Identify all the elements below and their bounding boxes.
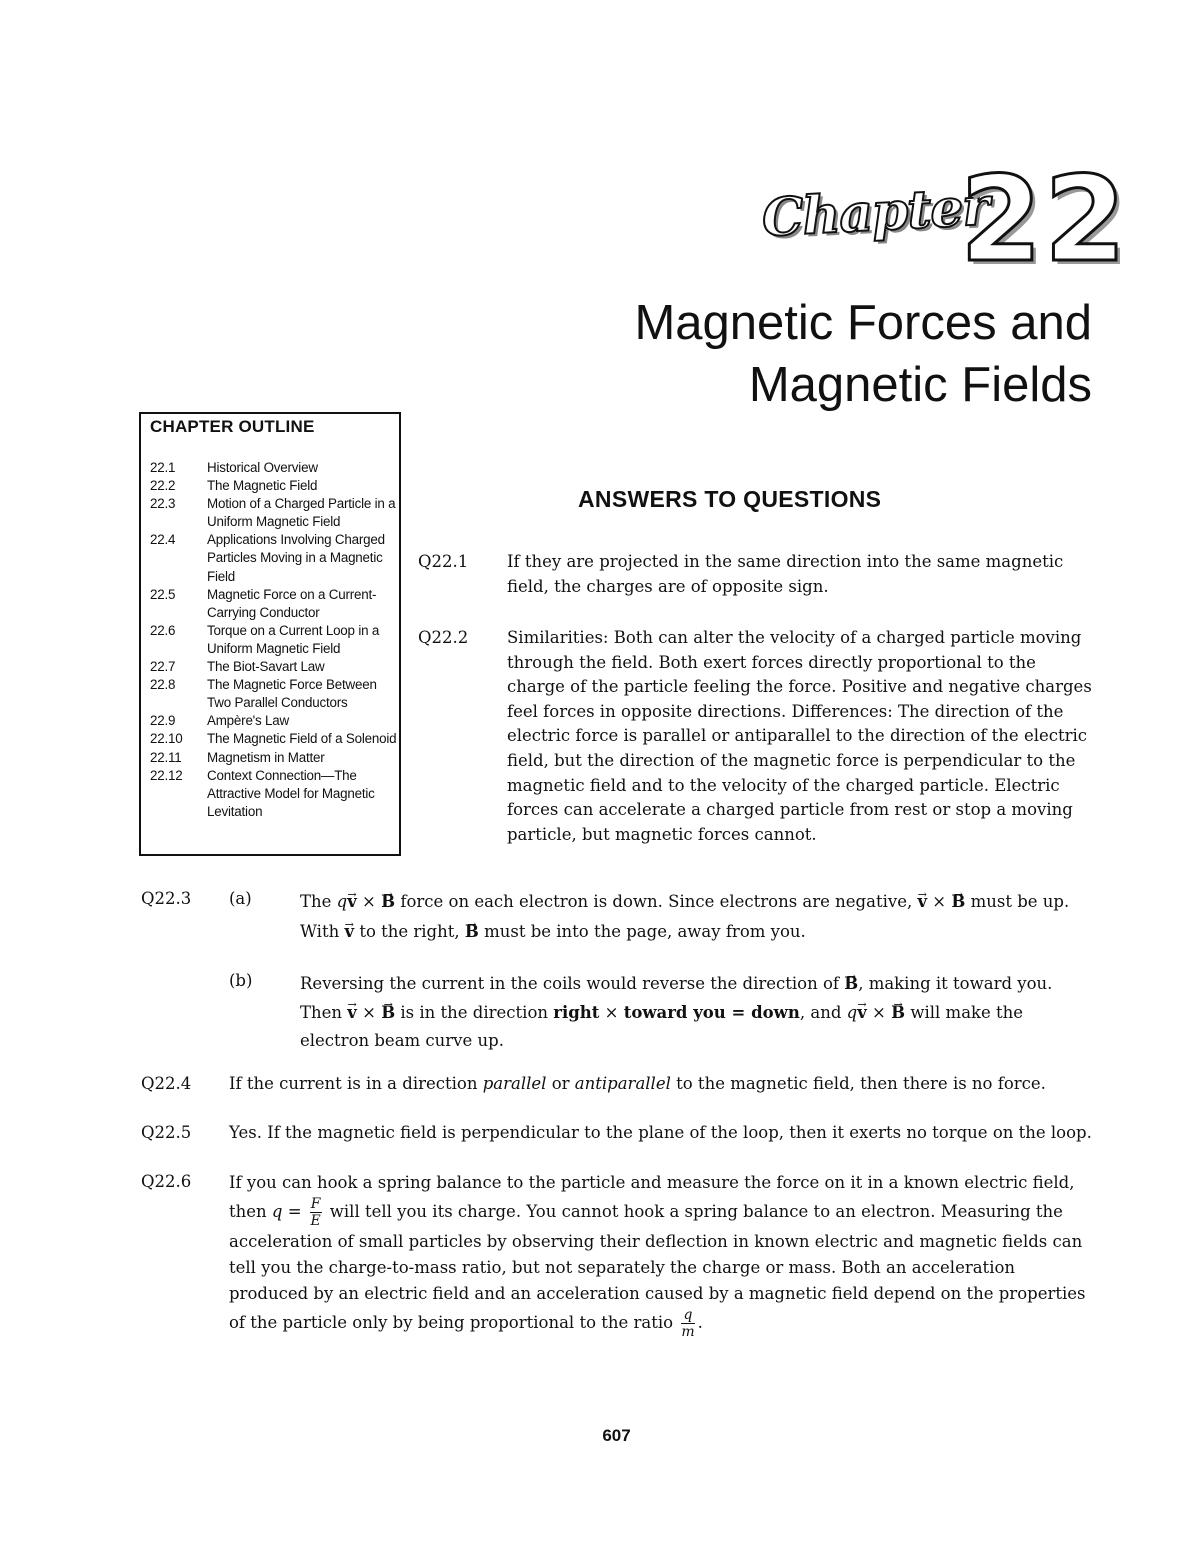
text-run: If you can hook a spring balance to the particle and measure the force on it in a known electric field, then [229, 1173, 1075, 1221]
outline-item [150, 622, 399, 658]
answer-q22-6: If you can hook a spring balance to the particle and measure the force on it in a known electric field, then q = $\frac{F}{E}$ will tell you its charge. You cannot hook a spring balance to an electron. Measuring the acceleration of small particles by observing their deflection in known electric and magnetic fields can tell you the charge-to-mass ratio, but not separately the charge or mass. Both an acceleration produced by an electric field and an acceleration caused by a magnetic field depend on the properties of the particle only by being proportional to the ratio $\frac{q}{m}$ . [229, 1173, 1086, 1340]
outline-item [150, 495, 399, 531]
outline-item-number: 22.7 [150, 659, 176, 675]
text-run: will tell you its charge. You cannot hook a spring balance to an electron. Measuring the acceleration of small particles by observing their deflection in known electric and magnetic fields can tell you the charge-to-mass ratio, but not separately the charge or mass. Both an acceleration produced by an electric field and an acceleration caused by a magnetic field depend on the properties of the particle only by being proportional to the ratio [229, 1202, 1086, 1332]
outline-item-title: Context Connection—The Attractive Model for Magnetic Levitation [207, 767, 375, 819]
outline-item-number: 22.12 [150, 767, 183, 783]
outline-item-title: Magnetism in Matter [207, 749, 325, 765]
outline-item [150, 676, 399, 712]
outline-item-number: 22.4 [150, 532, 176, 548]
outline-item-title: Historical Overview [207, 460, 318, 475]
page-number: 607 [602, 1426, 631, 1445]
chapter-outline-box [139, 412, 401, 856]
question-label-q22-5: Q22.5 [141, 1123, 192, 1142]
math-q: q [846, 1003, 858, 1022]
outline-list [150, 459, 399, 821]
answer-q22-5: Yes. If the magnetic field is perpendicular to the plane of the loop, then it exerts no torque on the loop. [229, 1123, 1092, 1142]
text-run: is in the direction [400, 1003, 549, 1022]
vector-b: → B [381, 1003, 395, 1022]
outline-item-number: 22.10 [150, 731, 183, 747]
text-run: If the current is in a direction [229, 1074, 478, 1093]
outline-item-title: Magnetic Force on a Current-Carrying Conductor [207, 586, 377, 620]
outline-item-number: 22.2 [150, 478, 176, 494]
outline-item-title: Motion of a Charged Particle in a Uniform Magnetic Field [207, 496, 396, 530]
vector-b: → B [891, 1003, 905, 1022]
answer-q22-3-a [300, 887, 1095, 947]
vector-v: → v [347, 892, 357, 911]
outline-item [150, 749, 399, 767]
text-run: The [300, 892, 332, 911]
italic-run: parallel [482, 1074, 547, 1093]
outline-item [150, 712, 399, 730]
answer-line [300, 969, 1095, 999]
outline-item-number: 22.1 [150, 460, 176, 475]
question-label-q22-1: Q22.1 [418, 552, 469, 571]
outline-item-number: 22.9 [150, 713, 176, 729]
vector-b: → B [951, 892, 965, 911]
text-run: will make the electron beam curve up. [300, 1003, 1024, 1050]
vector-v: → v [917, 892, 927, 911]
vector-v: → v [344, 922, 354, 941]
outline-heading: CHAPTER OUTLINE [150, 417, 315, 436]
outline-item [150, 586, 399, 622]
answer-q22-4 [229, 1072, 1099, 1097]
text-run: , making it toward you. [858, 974, 1053, 993]
vector-b: → B [381, 892, 395, 911]
text-run: , and [799, 1003, 842, 1022]
text-run: With [300, 922, 340, 941]
outline-item-number: 22.6 [150, 622, 176, 638]
outline-item [150, 477, 399, 495]
answer-q22-3-b [300, 969, 1095, 1055]
outline-item [150, 658, 399, 676]
outline-item [150, 767, 399, 821]
italic-run: antiparallel [574, 1074, 671, 1093]
answers-heading: ANSWERS TO QUESTIONS [578, 486, 882, 512]
vector-v: → v [347, 1003, 357, 1022]
text-run: must be into the page, away from you. [484, 922, 806, 941]
vector-v: → v [857, 1003, 867, 1022]
question-label-q22-3: Q22.3 [141, 889, 192, 908]
fraction-q-over-m: $\frac{q}{m}$ [681, 1307, 695, 1340]
math-q: q [271, 1202, 283, 1221]
outline-item-title: Torque on a Current Loop in a Uniform Magnetic Field [207, 622, 380, 656]
text-run: to the magnetic field, then there is no force. [676, 1074, 1046, 1093]
vector-b: → B [465, 922, 479, 941]
answer-line: Then → v × → B is in the direction right × toward you = down, and q→ v × → B will make the electron beam curve up. [300, 999, 1095, 1055]
text-run: Reversing the current in the coils would reverse the direction of [300, 974, 839, 993]
part-label-b: (b) [229, 971, 253, 990]
chapter-number: 22 [960, 150, 1129, 288]
answer-q22-1: If they are projected in the same direction into the same magnetic field, the charges are of opposite sign. [507, 552, 1064, 596]
outline-item-title: The Magnetic Force Between Two Parallel Conductors [207, 677, 377, 711]
answer-line: The q→ v × → B force on each electron is down. Since electrons are negative, → v × → B must be up. [300, 887, 1095, 917]
math-q: q [336, 892, 348, 911]
answer-line [300, 917, 1095, 947]
question-label-q22-4: Q22.4 [141, 1074, 192, 1093]
question-label-q22-2: Q22.2 [418, 628, 469, 647]
outline-item-title: The Magnetic Field of a Solenoid [207, 731, 397, 747]
outline-item-number: 22.3 [150, 496, 176, 512]
answer-q22-2: Similarities: Both can alter the velocity of a charged particle moving through the field. Both exert forces directly proportional to the charge of the particle feeling the force. Positive and negative charges feel forces in opposite directions. Differences: The direction of the electric force is parallel or antiparallel to the direction of the electric field, but the direction of the magnetic force is perpendicular to the magnetic field and to the velocity of the charged particle. Electric forces can accelerate a charged particle from rest or stop a moving particle, but magnetic forces cannot. [507, 628, 1092, 844]
bold-run: right [553, 1003, 600, 1022]
text-run: Then [300, 1003, 343, 1022]
question-label-q22-6: Q22.6 [141, 1172, 192, 1191]
bold-run: toward you = down [623, 1003, 800, 1022]
fraction-f-over-e: $\frac{F}{E}$ [310, 1196, 321, 1229]
outline-item [150, 730, 399, 748]
chapter-title-line-2: Magnetic Fields [748, 358, 1092, 412]
text-run: force on each electron is down. Since electrons are negative, [400, 892, 913, 911]
outline-item-number: 22.11 [150, 749, 182, 765]
vector-b: → B [844, 974, 858, 993]
text-run: or [551, 1074, 570, 1093]
chapter-word: Chapter [760, 176, 991, 249]
outline-item-title: Applications Involving Charged Particles Moving in a Magnetic Field [207, 532, 385, 584]
outline-item-title: The Biot-Savart Law [207, 659, 325, 675]
outline-item [150, 459, 399, 477]
outline-item [150, 531, 399, 585]
outline-item-number: 22.8 [150, 677, 176, 693]
text-run: to the right, [359, 922, 460, 941]
outline-item-title: Ampère's Law [207, 713, 290, 729]
chapter-title-line-1: Magnetic Forces and [634, 296, 1092, 350]
part-label-a: (a) [229, 889, 252, 908]
outline-item-title: The Magnetic Field [207, 478, 318, 494]
chapter-title [634, 292, 1092, 416]
outline-item-number: 22.5 [150, 586, 176, 602]
text-run: must be up. [970, 892, 1070, 911]
